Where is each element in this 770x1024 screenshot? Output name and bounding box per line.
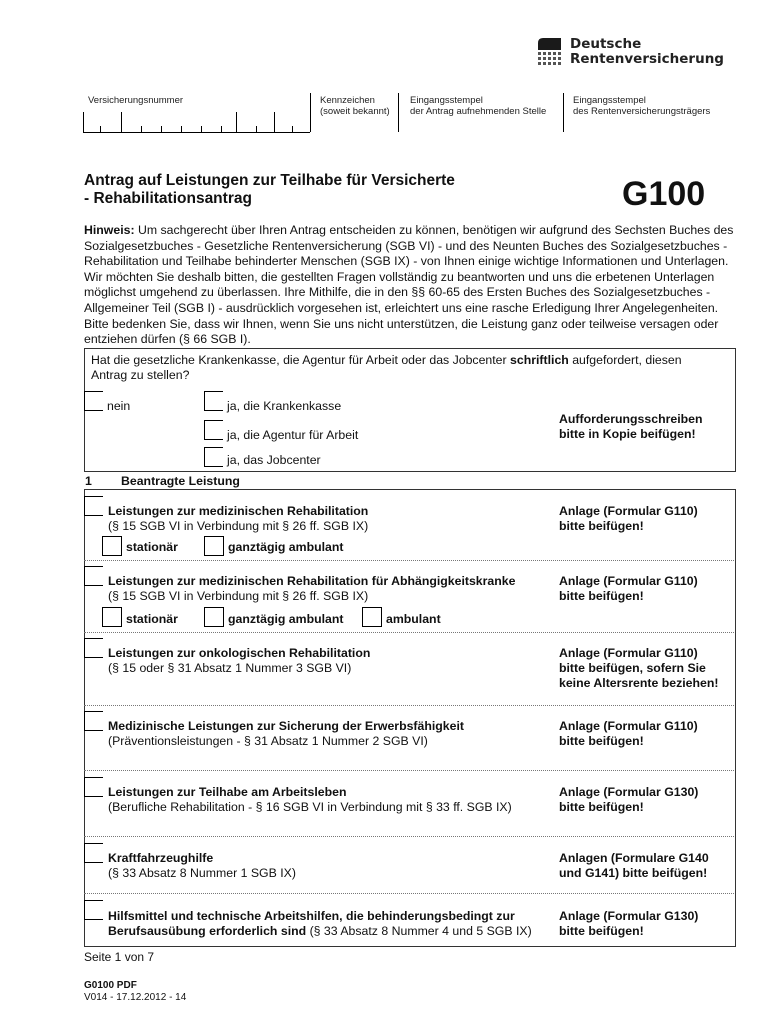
checkbox-erwerbsfaehigkeit[interactable] (84, 711, 103, 731)
item-erwerbsfaehigkeit-note: Anlage (Formular G110) bitte beifügen! (559, 719, 698, 748)
question-text: Hat die gesetzliche Krankenkasse, die Agentur für Arbeit oder das Jobcenter schriftlich aufgefordert, diesen Antrag zu stellen? (91, 353, 682, 382)
option-nein-label: nein (107, 399, 131, 413)
page-title: Antrag auf Leistungen zur Teilhabe für Versicherte - Rehabilitationsantrag (84, 172, 455, 207)
kennzeichen-label: Kennzeichen (soweit bekannt) (320, 95, 390, 117)
option-ja-jobcenter-label: ja, das Jobcenter (227, 453, 321, 467)
item-med-reha: Leistungen zur medizinischen Rehabilitation (§ 15 SGB VI in Verbindung mit § 26 ff. SGB IX) (108, 504, 369, 533)
option-stationaer-label: stationär (126, 612, 178, 626)
option-ja-krankenkasse-label: ja, die Krankenkasse (227, 399, 342, 413)
item-hilfsmittel-note: Anlage (Formular G130) bitte beifügen! (559, 909, 699, 938)
item-abhaengigkeit-note: Anlage (Formular G110) bitte beifügen! (559, 574, 698, 603)
checkbox-nein[interactable] (84, 391, 103, 411)
item-erwerbsfaehigkeit: Medizinische Leistungen zur Sicherung der Erwerbsfähigkeit (Präventionsleistungen - § 31 Absatz 1 Nummer 2 SGB VI) (108, 719, 464, 748)
checkbox-ja-agentur[interactable] (204, 420, 223, 440)
page-number: Seite 1 von 7 (84, 950, 155, 964)
item-arbeitsleben: Leistungen zur Teilhabe am Arbeitsleben (Berufliche Rehabilitation - § 16 SGB VI in Verbindung mit § 33 ff. SGB IX) (108, 785, 512, 814)
form-code: G100 (622, 175, 706, 213)
checkbox-abhaengigkeit[interactable] (84, 566, 103, 586)
checkbox-ja-jobcenter[interactable] (204, 447, 223, 467)
checkbox-kfz-hilfe[interactable] (84, 843, 103, 863)
checkbox-hilfsmittel[interactable] (84, 900, 103, 920)
item-abhaengigkeit: Leistungen zur medizinischen Rehabilitation für Abhängigkeitskranke (§ 15 SGB VI in Verbindung mit § 26 ff. SGB IX) (108, 574, 516, 603)
item-arbeitsleben-note: Anlage (Formular G130) bitte beifügen! (559, 785, 699, 814)
section-number: 1 (85, 474, 92, 488)
checkbox-abh-stationaer[interactable] (102, 607, 122, 627)
option-ja-agentur-label: ja, die Agentur für Arbeit (227, 428, 359, 442)
eingangsstempel-traeger-label: Eingangsstempel des Rentenversicherungsträgers (573, 95, 711, 117)
versicherungsnummer-label: Versicherungsnummer (88, 95, 184, 106)
item-med-reha-note: Anlage (Formular G110) bitte beifügen! (559, 504, 698, 533)
eingangsstempel-stelle-label: Eingangsstempel der Antrag aufnehmenden Stelle (410, 95, 547, 117)
item-hilfsmittel: Hilfsmittel und technische Arbeitshilfen, die behinderungsbedingt zur Berufsausübung erforderlich sind (§ 33 Absatz 8 Nummer 4 und 5 SGB IX) (108, 909, 532, 938)
checkbox-ja-krankenkasse[interactable] (204, 391, 223, 411)
item-onkologisch: Leistungen zur onkologischen Rehabilitation (§ 15 oder § 31 Absatz 1 Nummer 3 SGB VI) (108, 646, 371, 675)
option-ganztaegig-label: ganztägig ambulant (228, 612, 344, 626)
drv-logo-icon (536, 37, 562, 65)
checkbox-abh-ganztaegig[interactable] (204, 607, 224, 627)
drv-logo-text: Deutsche Rentenversicherung (570, 36, 724, 67)
checkbox-arbeitsleben[interactable] (84, 777, 103, 797)
option-stationaer-label: stationär (126, 540, 178, 554)
checkbox-onkologisch[interactable] (84, 638, 103, 658)
item-onkologisch-note: Anlage (Formular G110) bitte beifügen, sofern Sie keine Altersrente beziehen! (559, 646, 719, 690)
checkbox-abh-ambulant[interactable] (362, 607, 382, 627)
section-title: Beantragte Leistung (121, 474, 240, 488)
aufforderung-note: Aufforderungsschreiben bitte in Kopie beifügen! (559, 412, 703, 441)
checkbox-med-reha[interactable] (84, 496, 103, 516)
form-version: G0100 PDF V014 - 17.12.2012 - 14 (84, 980, 187, 1003)
option-ganztaegig-label: ganztägig ambulant (228, 540, 344, 554)
item-kfz-hilfe-note: Anlagen (Formulare G140 und G141) bitte beifügen! (559, 851, 709, 880)
hinweis-text: Hinweis: Um sachgerecht über Ihren Antrag entscheiden zu können, benötigen wir aufgrund des Sechsten Buches des Sozialgesetzbuches - Gesetzliche Rentenversicherung (SGB VI) - und des Neunten Buches des Sozialgesetzbuches - Rehabilitation und Teilhabe behinderter Menschen (SGB IX) - von Ihnen einige wichtige Informationen und Unterlagen. Wir möchten Sie deshalb bitten, die gestellten Fragen vollständig zu beantworten und uns die erbetenen Unterlagen möglichst umgehend zu überlassen. Ihre Mithilfe, die in den §§ 60-65 des Ersten Buches des Sozialgesetzbuches - Allgemeiner Teil (SGB I) - ausdrücklich vorgesehen ist, erleichtert uns eine rasche Erledigung Ihrer Angelegenheiten. Bitte bedenken Sie, dass wir Ihnen, wenn Sie uns nicht unterstützen, die Leistung ganz oder teilweise versagen oder entziehen dürfen (§ 66 SGB I). (84, 223, 734, 347)
item-kfz-hilfe: Kraftfahrzeughilfe (§ 33 Absatz 8 Nummer 1 SGB IX) (108, 851, 296, 880)
option-ambulant-label: ambulant (386, 612, 441, 626)
checkbox-med-reha-ganztaegig[interactable] (204, 536, 224, 556)
checkbox-med-reha-stationaer[interactable] (102, 536, 122, 556)
versicherungsnummer-field[interactable] (83, 112, 310, 133)
